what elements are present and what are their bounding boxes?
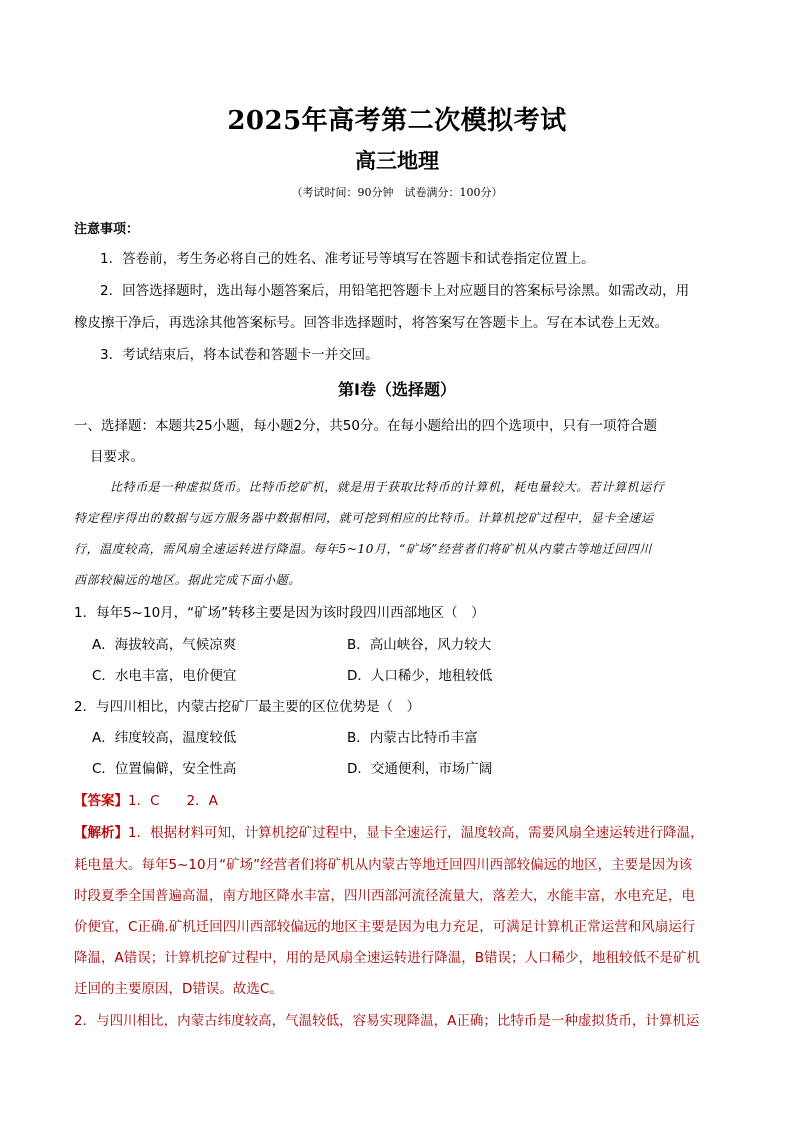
question-option: D．交通便利，市场广阔 bbox=[347, 761, 493, 777]
passage-line: 比特币是一种虚拟货币。比特币挖矿机，就是用于获取比特币的计算机，耗电量较大。若计算机运行 bbox=[110, 480, 665, 494]
analysis-line: 降温，A错误；计算机挖矿过程中，用的是风扇全速运转进行降温，B错误；人口稀少，地租较低不是矿机 bbox=[74, 950, 700, 966]
analysis-text: 1．根据材料可知，计算机挖矿过程中，显卡全速运行，温度较高，需要风扇全速运转进行降温， bbox=[128, 825, 704, 841]
exam-title: 2025年高考第二次模拟考试 bbox=[227, 106, 567, 136]
answer-label: 【答案】 bbox=[74, 793, 128, 809]
section-intro: 一、选择题：本题共25小题，每小题2分，共50分。在每小题给出的四个选项中，只有一项符合题 bbox=[74, 418, 657, 434]
note-line: 橡皮擦干净后，再选涂其他答案标号。回答非选择题时，将答案写在答题卡上。写在本试卷上无效。 bbox=[74, 315, 668, 331]
question-stem: 1．每年5~10月，“矿场”转移主要是因为该时段四川西部地区（ ） bbox=[74, 605, 485, 621]
exam-info: （考试时间：90分钟 试卷满分：100分） bbox=[291, 186, 503, 199]
analysis-line: 2．与四川相比，内蒙古纬度较高，气温较低，容易实现降温，A正确；比特币是一种虚拟货币，计算机运 bbox=[74, 1013, 700, 1029]
analysis-line: 价便宜，C正确.矿机迁回四川西部较偏远的地区主要是因为电力充足，可满足计算机正常运营和风扇运行 bbox=[74, 919, 696, 935]
exam-subtitle: 高三地理 bbox=[355, 148, 439, 173]
analysis-line: 耗电量大。每年5~10月“矿场”经营者们将矿机从内蒙古等地迁回四川西部较偏远的地区，主要是因为该 bbox=[74, 857, 693, 873]
passage-line: 行，温度较高，需风扇全速运转进行降温。每年5~10月，“矿场”经营者们将矿机从内蒙古等地迁回四川 bbox=[74, 542, 653, 556]
passage-line: 特定程序得出的数据与远方服务器中数据相同，就可挖到相应的比特币。计算机挖矿过程中，显卡全速运 bbox=[74, 511, 654, 525]
answer-line bbox=[74, 789, 218, 809]
passage-line: 西部较偏远的地区。据此完成下面小题。 bbox=[74, 573, 301, 587]
note-line: 3．考试结束后，将本试卷和答题卡一并交回。 bbox=[100, 347, 379, 363]
answer-text: 1．C 2．A bbox=[128, 793, 218, 809]
section-intro: 目要求。 bbox=[90, 449, 144, 465]
analysis-line bbox=[74, 821, 704, 841]
question-option: D．人口稀少，地租较低 bbox=[347, 668, 493, 684]
question-option: A．纬度较高，温度较低 bbox=[92, 730, 237, 746]
note-line: 2．回答选择题时，选出每小题答案后，用铅笔把答题卡上对应题目的答案标号涂黑。如需改动，用 bbox=[100, 283, 690, 299]
question-stem: 2．与四川相比，内蒙古挖矿厂最主要的区位优势是（ ） bbox=[74, 699, 421, 715]
question-option: C．位置偏僻，安全性高 bbox=[92, 761, 237, 777]
note-line: 1．答卷前，考生务必将自己的姓名、准考证号等填写在答题卡和试卷指定位置上。 bbox=[100, 251, 595, 267]
question-option: C．水电丰富，电价便宜 bbox=[92, 668, 237, 684]
analysis-line: 迁回的主要原因，D错误。故选C。 bbox=[74, 981, 283, 997]
question-option: A．海拔较高，气候凉爽 bbox=[92, 637, 237, 653]
notes-title: 注意事项： bbox=[74, 222, 140, 237]
analysis-line: 时段夏季全国普遍高温，南方地区降水丰富，四川西部河流径流量大，落差大，水能丰富，水电充足，电 bbox=[74, 888, 695, 904]
question-option: B．高山峡谷，风力较大 bbox=[347, 637, 492, 653]
analysis-label: 【解析】 bbox=[74, 825, 128, 841]
question-option: B．内蒙古比特币丰富 bbox=[347, 730, 478, 746]
section-title: 第Ⅰ卷（选择题） bbox=[338, 380, 456, 399]
